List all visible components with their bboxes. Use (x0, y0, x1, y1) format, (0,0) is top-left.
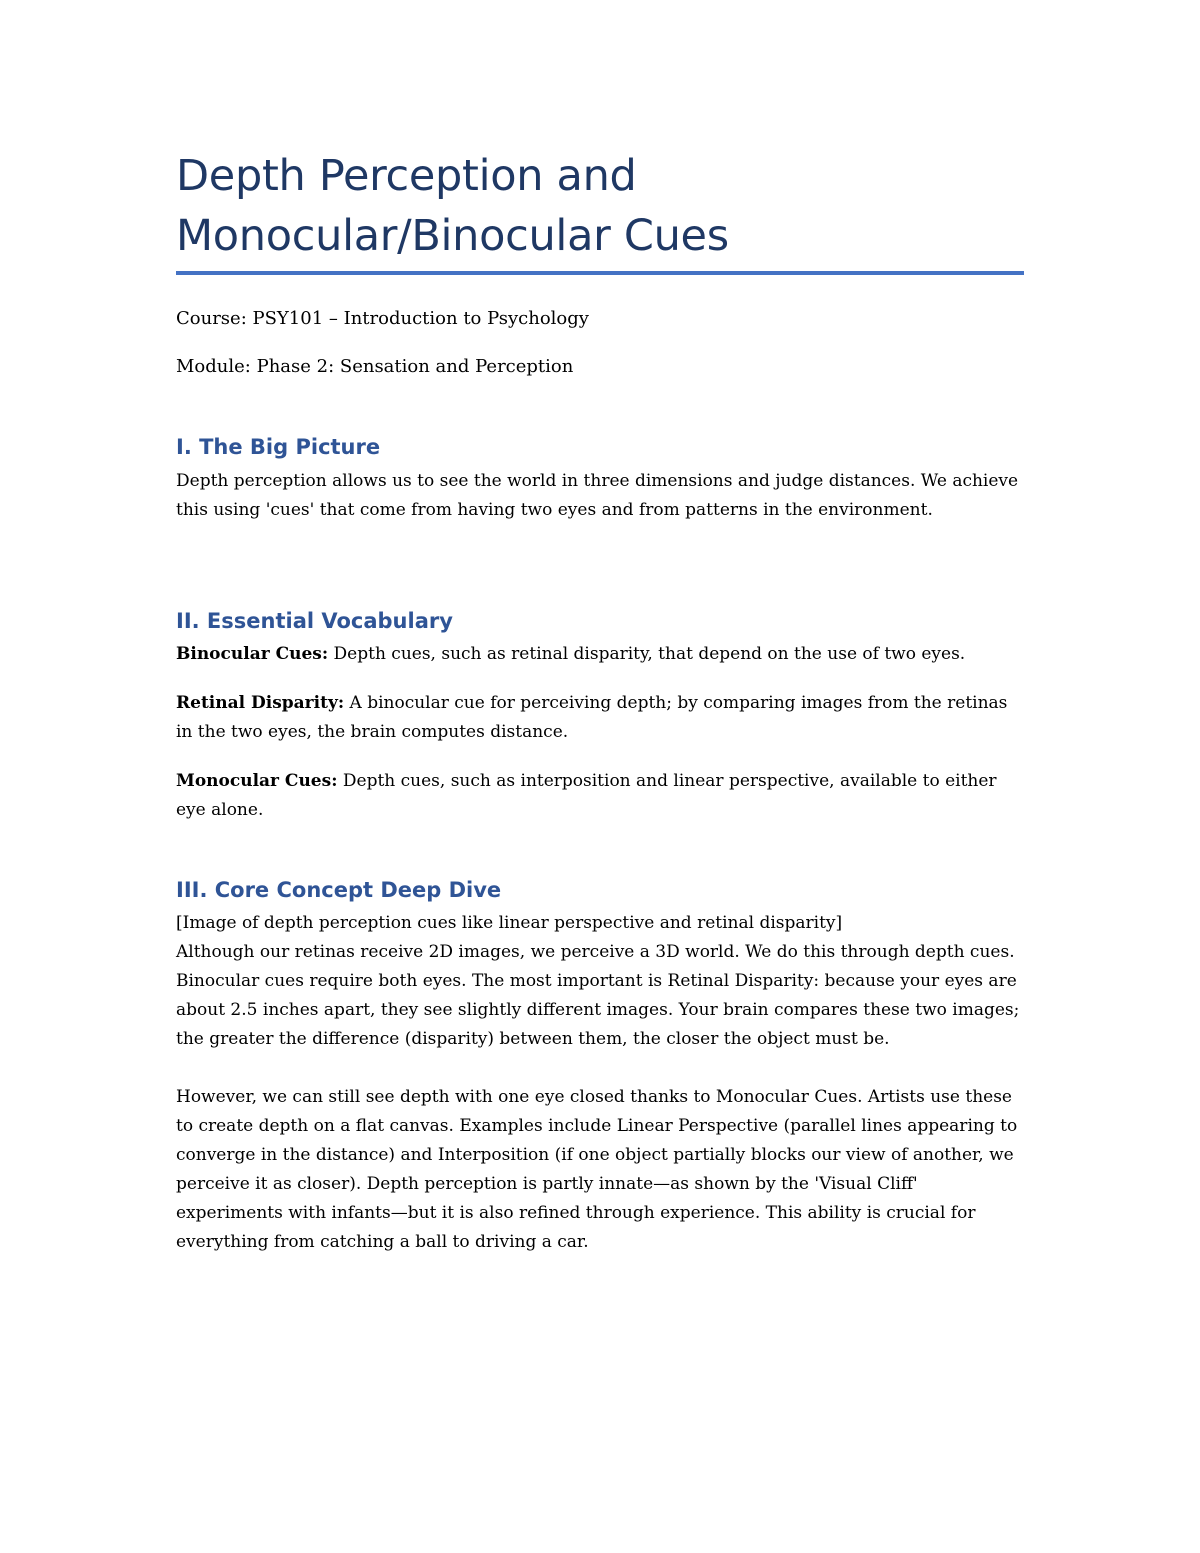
image-placeholder-text: [Image of depth perception cues like linear perspective and retinal disparity] (176, 913, 843, 933)
title-line-2: Monocular/Binocular Cues (176, 211, 729, 261)
title-underline (176, 271, 1024, 275)
vocab-term-binocular-cues (176, 640, 1024, 669)
big-picture-paragraph: Depth perception allows us to see the world in three dimensions and judge distances. We achieve this using 'cues' that come from having two eyes and from patterns in the environment. (176, 471, 1019, 520)
vocab-term-label: Binocular Cues: (176, 644, 329, 664)
paragraph-spacer (176, 1054, 1024, 1083)
section-heading-deep-dive: III. Core Concept Deep Dive (176, 878, 502, 902)
vocab-term-definition: Depth cues, such as retinal disparity, that depend on the use of two eyes. (328, 644, 966, 664)
vocab-term-definition: A binocular cue for perceiving depth; by comparing images from the retinas in the two eyes, the brain computes distance. (176, 693, 1008, 742)
deep-dive-paragraph-1: Although our retinas receive 2D images, we perceive a 3D world. We do this through depth cues. Binocular cues require both eyes. The most important is Retinal Disparity: because your eyes are about 2.5 inches apart, they see slightly different images. Your brain compares these two images; the greater the difference (disparity) between them, the closer the object must be. (176, 942, 1020, 1049)
vocab-term-label: Retinal Disparity: (176, 693, 345, 713)
vocab-term-definition: Depth cues, such as interposition and linear perspective, available to either eye alone. (176, 771, 997, 820)
course-line: Course: PSY101 – Introduction to Psychology (176, 308, 589, 329)
vocab-term-monocular-cues (176, 767, 1024, 825)
title-line-1: Depth Perception and (176, 151, 637, 201)
vocab-term-label: Monocular Cues: (176, 771, 338, 791)
deep-dive-content (176, 909, 1024, 1257)
vocab-term-retinal-disparity (176, 689, 1024, 747)
deep-dive-paragraph-2: However, we can still see depth with one eye closed thanks to Monocular Cues. Artists use these to create depth on a flat canvas. Examples include Linear Perspective (parallel lines appearing to converge in the distance) and Interposition (if one object partially blocks our view of another, we perceive it as closer). Depth perception is partly innate—as shown by the 'Visual Cliff' experiments with infants—but it is also refined through experience. This ability is crucial for everything from catching a ball to driving a car. (176, 1087, 1018, 1252)
document-title (176, 146, 1024, 266)
section-heading-vocabulary: II. Essential Vocabulary (176, 609, 453, 633)
section-heading-big-picture: I. The Big Picture (176, 435, 381, 459)
module-line: Module: Phase 2: Sensation and Perception (176, 356, 574, 377)
